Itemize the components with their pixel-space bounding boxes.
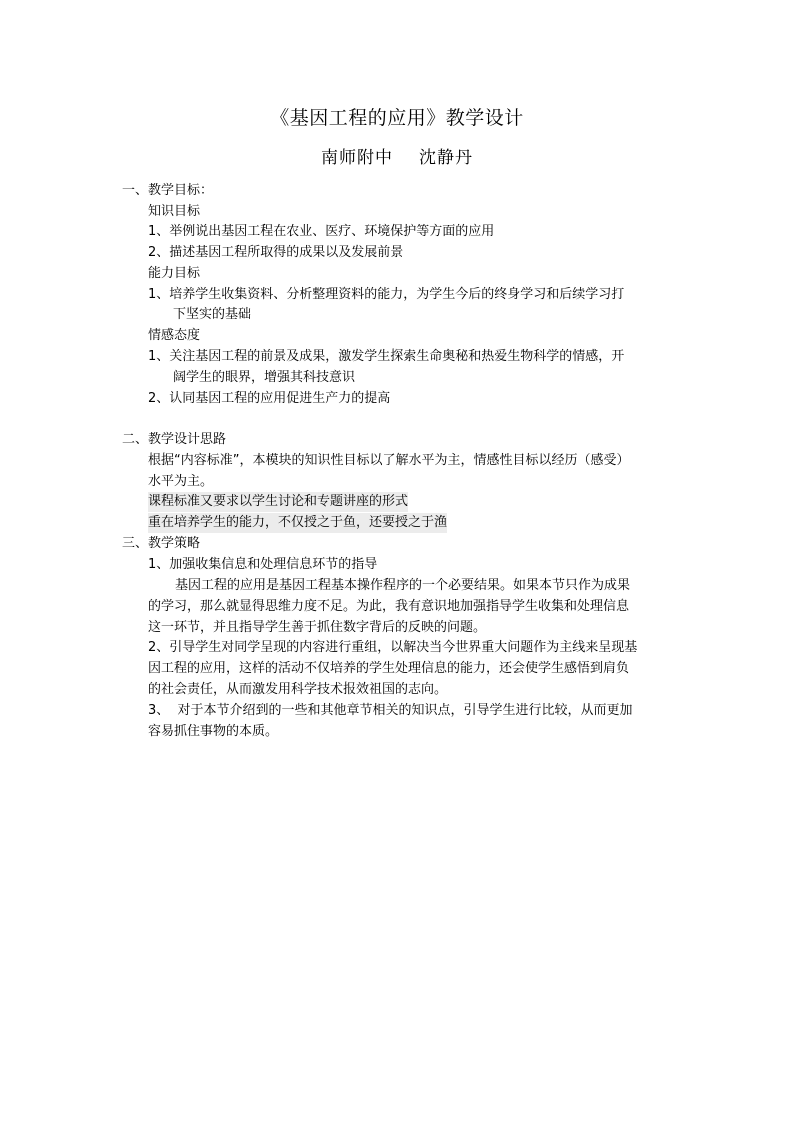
document-title: 《基因工程的应用》教学设计 (270, 107, 524, 129)
strategy-item-2-text: 因工程的应用，这样的活动不仅培养的学生处理信息的能力，还会使学生感悟到肩负 (148, 661, 630, 676)
strategy-item-1-text: 这一环节，并且指导学生善于抓住数字背后的反映的问题。 (148, 620, 487, 635)
section-2-heading: 二、教学设计思路 (122, 432, 227, 447)
author-school: 南师附中 (321, 148, 393, 168)
ability-goals-label: 能力目标 (148, 266, 201, 281)
author-name: 沈静丹 (419, 148, 473, 168)
section-3-heading: 三、教学策略 (122, 536, 201, 551)
strategy-item-2-text: 2、引导学生对同学呈现的内容进行重组，以解决当今世界重大问题作为主线来呈现基 (148, 640, 638, 655)
strategy-item-3-text: 3、 对于本节介绍到的一些和其他章节相关的知识点，引导学生进行比较，从而更加 (148, 703, 633, 718)
knowledge-goal-item: 1、举例说出基因工程在农业、医疗、环境保护等方面的应用 (148, 224, 495, 239)
design-idea-paragraph-cont: 水平为主。 (148, 474, 214, 489)
emotion-goal-item: 2、认同基因工程的应用促进生产力的提高 (148, 391, 391, 406)
ability-goal-item: 1、培养学生收集资料、分析整理资料的能力，为学生今后的终身学习和后续学习打 (148, 287, 625, 302)
knowledge-goal-item: 2、描述基因工程所取得的成果以及发展前景 (148, 245, 404, 260)
strategy-item-1-text: 的学习，那么就显得思维力度不足。为此，我有意识地加强指导学生收集和处理信息 (148, 599, 630, 614)
strategy-item-1-text: 基因工程的应用是基因工程基本操作程序的一个必要结果。如果本节只作为成果 (175, 578, 631, 593)
emotion-goals-label: 情感态度 (148, 328, 201, 343)
ability-goal-item-cont: 下坚实的基础 (173, 307, 252, 322)
emotion-goal-item: 1、关注基因工程的前景及成果，激发学生探索生命奥秘和热爱生物科学的情感，开 (148, 349, 625, 364)
section-1-heading: 一、教学目标： (122, 183, 214, 198)
design-idea-highlight-2: 重在培养学生的能力，不仅授之于鱼，还要授之于渔 (148, 513, 447, 533)
emotion-goal-item-cont: 阔学生的眼界，增强其科技意识 (173, 370, 356, 385)
knowledge-goals-label: 知识目标 (148, 204, 201, 219)
design-idea-highlight-1: 课程标准又要求以学生讨论和专题讲座的形式 (148, 492, 408, 512)
author-line (0, 145, 794, 171)
strategy-item-2-text: 的社会责任，从而激发用科学技术报效祖国的志向。 (148, 682, 448, 697)
design-idea-paragraph: 根据“内容标准”，本模块的知识性目标以了解水平为主，情感性目标以经历（感受） (148, 453, 630, 468)
strategy-item-3-text: 容易抓住事物的本质。 (148, 724, 279, 739)
strategy-item-1-title: 1、加强收集信息和处理信息环节的指导 (148, 557, 378, 572)
